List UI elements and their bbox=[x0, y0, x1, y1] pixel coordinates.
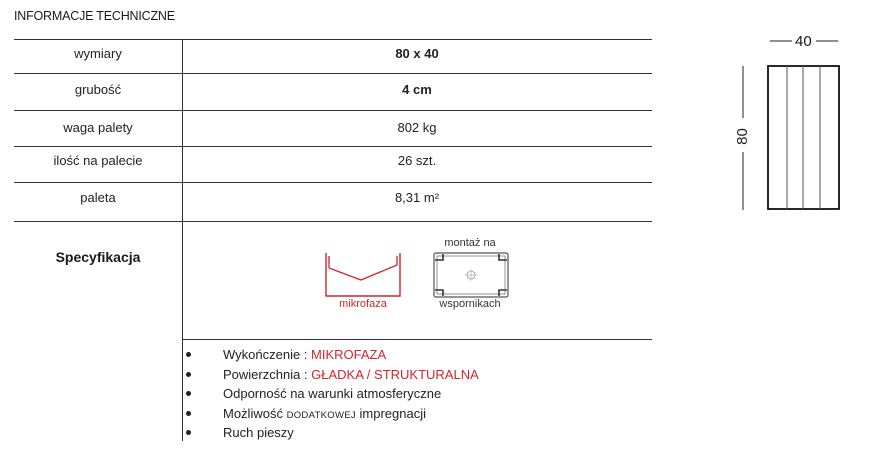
row-label-grubosc: grubość bbox=[74, 82, 122, 97]
row-value-ilosc-na-palecie: 26 szt. bbox=[397, 153, 437, 168]
height-dimension-label: 80 bbox=[733, 128, 751, 145]
row-label-ilosc-na-palecie: ilość na palecie bbox=[53, 153, 143, 168]
bullet-icon bbox=[186, 391, 191, 396]
bullet-icon bbox=[186, 352, 191, 357]
bullet-icon bbox=[186, 411, 191, 416]
pedestal-mount-icon bbox=[432, 251, 510, 299]
table-rule bbox=[14, 73, 652, 74]
montaz-label-bottom: wspornikach bbox=[439, 298, 501, 310]
row-label-paleta: paleta bbox=[80, 190, 116, 205]
row-value-grubosc: 4 cm bbox=[402, 82, 432, 97]
mikrofaza-label: mikrofaza bbox=[339, 298, 387, 310]
spec-item-powierzchnia: Powierzchnia : GŁADKA / STRUKTURALNA bbox=[186, 365, 479, 385]
table-rule bbox=[14, 110, 652, 111]
spec-item-impregnacja: Możliwość DODATKOWEJ impregnacji bbox=[186, 404, 479, 424]
slab-dimension-diagram bbox=[730, 30, 860, 220]
spec-list bbox=[186, 345, 479, 443]
mikrofaza-icon bbox=[325, 252, 401, 300]
table-rule bbox=[14, 146, 652, 147]
spec-item-ruch-pieszy: Ruch pieszy bbox=[186, 423, 479, 443]
bullet-icon bbox=[186, 430, 191, 435]
table-rule bbox=[14, 182, 652, 183]
row-value-waga-palety: 802 kg bbox=[397, 120, 437, 135]
table-rule bbox=[14, 39, 652, 40]
bullet-icon bbox=[186, 372, 191, 377]
table-column-divider bbox=[182, 39, 183, 441]
row-value-wymiary: 80 x 40 bbox=[395, 46, 439, 61]
spec-item-wykonczenie: Wykończenie : MIKROFAZA bbox=[186, 345, 479, 365]
table-rule bbox=[182, 339, 652, 340]
row-label-wymiary: wymiary bbox=[74, 46, 122, 61]
row-label-waga-palety: waga palety bbox=[63, 120, 133, 135]
row-value-paleta: 8,31 m² bbox=[394, 190, 440, 205]
width-dimension-label: 40 bbox=[795, 33, 812, 50]
montaz-label-top: montaż na bbox=[444, 237, 496, 249]
table-rule bbox=[14, 221, 652, 222]
spec-item-odpornosc: Odporność na warunki atmosferyczne bbox=[186, 384, 479, 404]
spec-heading: Specyfikacja bbox=[55, 249, 141, 265]
section-title: INFORMACJE TECHNICZNE bbox=[14, 9, 175, 23]
